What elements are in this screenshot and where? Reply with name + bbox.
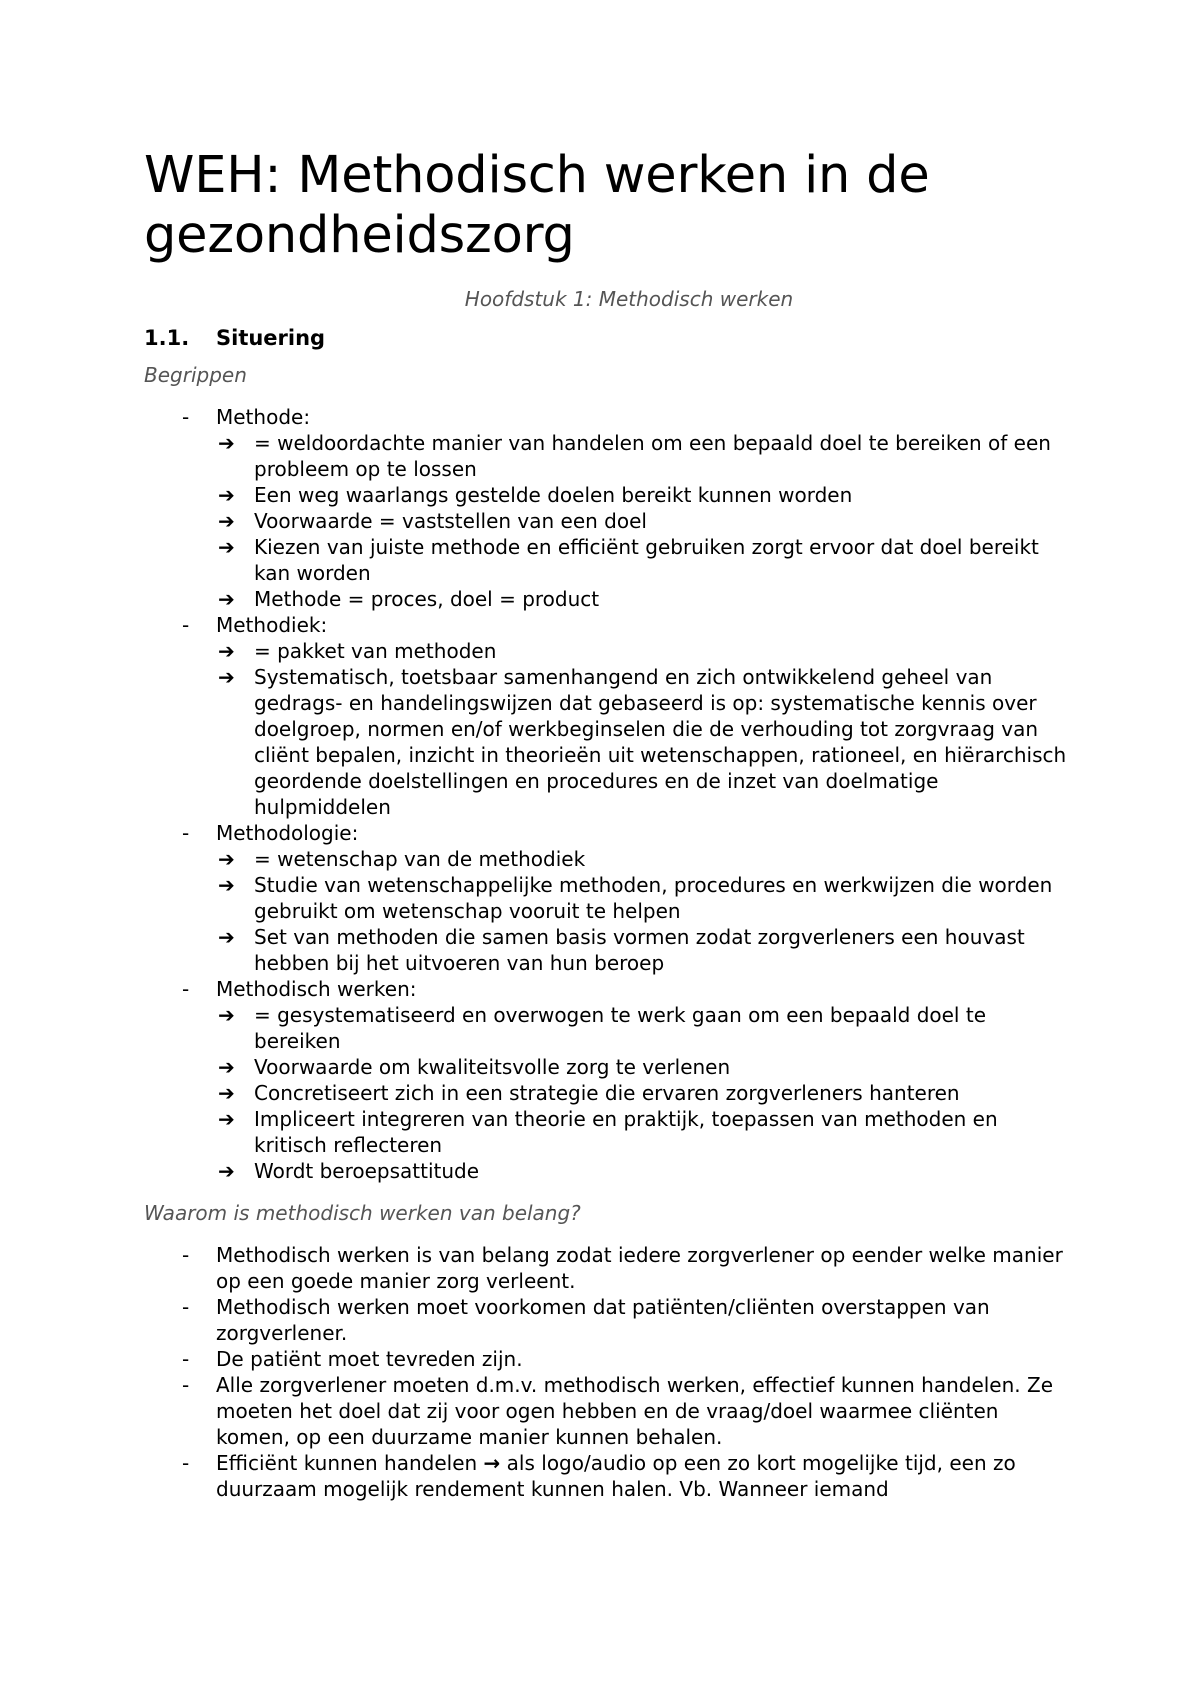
term-point bbox=[144, 508, 1074, 534]
term-point-text: Kiezen van juiste methode en efficiënt gebruiken zorgt ervoor dat doel bereikt kan worden bbox=[254, 535, 1039, 585]
term-point bbox=[144, 430, 1074, 482]
term-point bbox=[144, 1158, 1074, 1184]
term-point-text: Een weg waarlangs gestelde doelen bereikt kunnen worden bbox=[254, 483, 853, 507]
dash-bullet: - bbox=[182, 821, 190, 845]
belang-item-text-start: Efficiënt kunnen handelen bbox=[216, 1451, 478, 1475]
term-item bbox=[144, 976, 1074, 1002]
term-point bbox=[144, 872, 1074, 924]
arrow-right-icon: ➔ bbox=[218, 1081, 235, 1105]
term-item bbox=[144, 404, 1074, 430]
arrow-right-icon: ➔ bbox=[218, 847, 235, 871]
term-point-text: = wetenschap van de methodiek bbox=[254, 847, 586, 871]
arrow-right-icon: ➔ bbox=[218, 483, 235, 507]
dash-bullet: - bbox=[182, 1243, 190, 1267]
term-point bbox=[144, 924, 1074, 976]
term-item bbox=[144, 820, 1074, 846]
term-point bbox=[144, 534, 1074, 586]
term-point bbox=[144, 664, 1074, 820]
term-label: Methodisch werken: bbox=[216, 977, 417, 1001]
term-point bbox=[144, 638, 1074, 664]
term-point-text: Set van methoden die samen basis vormen zodat zorgverleners een houvast hebben bij het uitvoeren van hun beroep bbox=[254, 925, 1025, 975]
term-point-text: = gesystematiseerd en overwogen te werk gaan om een bepaald doel te bereiken bbox=[254, 1003, 986, 1053]
arrow-right-icon: ➔ bbox=[218, 665, 235, 689]
section-heading bbox=[144, 324, 1074, 352]
term-point-text: Impliceert integreren van theorie en praktijk, toepassen van methoden en kritisch reflecteren bbox=[254, 1107, 998, 1157]
belang-item bbox=[144, 1294, 1074, 1346]
belang-item bbox=[144, 1346, 1074, 1372]
dash-bullet: - bbox=[182, 405, 190, 429]
arrow-right-icon: ➔ bbox=[218, 1003, 235, 1027]
term-point-text: Wordt beroepsattitude bbox=[254, 1159, 480, 1183]
belang-item-text: Methodisch werken moet voorkomen dat patiënten/cliënten overstappen van zorgverlener. bbox=[216, 1295, 990, 1345]
belang-item-text: De patiënt moet tevreden zijn. bbox=[216, 1347, 523, 1371]
arrow-right-icon: ➔ bbox=[218, 639, 235, 663]
term-item bbox=[144, 612, 1074, 638]
term-point-text: Methode = proces, doel = product bbox=[254, 587, 600, 611]
dash-bullet: - bbox=[182, 1295, 190, 1319]
document-title: WEH: Methodisch werken in de gezondheidszorg bbox=[144, 146, 930, 265]
term-point-text: Voorwaarde om kwaliteitsvolle zorg te verlenen bbox=[254, 1055, 731, 1079]
belang-heading: Waarom is methodisch werken van belang? bbox=[144, 1201, 581, 1225]
arrow-right-icon: → bbox=[483, 1451, 501, 1475]
arrow-right-icon: ➔ bbox=[218, 873, 235, 897]
begrippen-list bbox=[144, 404, 1074, 1184]
term-point bbox=[144, 1054, 1074, 1080]
term-point bbox=[144, 482, 1074, 508]
arrow-right-icon: ➔ bbox=[218, 587, 235, 611]
term-point-text: Voorwaarde = vaststellen van een doel bbox=[254, 509, 647, 533]
term-label: Methodiek: bbox=[216, 613, 328, 637]
arrow-right-icon: ➔ bbox=[218, 1107, 235, 1131]
belang-item-text: Methodisch werken is van belang zodat iedere zorgverlener op eender welke manier op een goede manier zorg verleent. bbox=[216, 1243, 1063, 1293]
dash-bullet: - bbox=[182, 613, 190, 637]
term-point bbox=[144, 1080, 1074, 1106]
arrow-right-icon: ➔ bbox=[218, 431, 235, 455]
dash-bullet: - bbox=[182, 1347, 190, 1371]
document-content bbox=[144, 146, 1074, 1502]
belang-list bbox=[144, 1242, 1074, 1502]
term-point bbox=[144, 586, 1074, 612]
term-label: Methode: bbox=[216, 405, 311, 429]
term-point bbox=[144, 1106, 1074, 1158]
belang-item-text: Alle zorgverlener moeten d.m.v. methodisch werken, effectief kunnen handelen. Ze moeten het doel dat zij voor ogen hebben en de vraag/doel waarmee cliënten komen, op een duurzame manier kunnen behalen. bbox=[216, 1373, 1054, 1449]
term-point bbox=[144, 1002, 1074, 1054]
term-point-text: = pakket van methoden bbox=[254, 639, 497, 663]
arrow-right-icon: ➔ bbox=[218, 925, 235, 949]
term-point-text: = weldoordachte manier van handelen om een bepaald doel te bereiken of een probleem op te lossen bbox=[254, 431, 1051, 481]
term-point-text: Concretiseert zich in een strategie die ervaren zorgverleners hanteren bbox=[254, 1081, 960, 1105]
section-title: Situering bbox=[216, 326, 326, 350]
arrow-right-icon: ➔ bbox=[218, 1055, 235, 1079]
dash-bullet: - bbox=[182, 1451, 190, 1475]
dash-bullet: - bbox=[182, 977, 190, 1001]
term-point bbox=[144, 846, 1074, 872]
term-point-text: Studie van wetenschappelijke methoden, procedures en werkwijzen die worden gebruikt om wetenschap vooruit te helpen bbox=[254, 873, 1053, 923]
belang-item-text-end: als logo/audio op een zo kort mogelijke tijd, een zo duurzaam mogelijk rendement kunnen halen. Vb. Wanneer iemand bbox=[216, 1451, 1016, 1501]
belang-item bbox=[144, 1372, 1074, 1450]
term-label: Methodologie: bbox=[216, 821, 359, 845]
arrow-right-icon: ➔ bbox=[218, 509, 235, 533]
begrippen-heading: Begrippen bbox=[144, 363, 247, 387]
section-number: 1.1. bbox=[144, 326, 190, 350]
chapter-title: Hoofdstuk 1: Methodisch werken bbox=[464, 287, 794, 311]
belang-item bbox=[144, 1242, 1074, 1294]
arrow-right-icon: ➔ bbox=[218, 535, 235, 559]
belang-item bbox=[144, 1450, 1074, 1502]
arrow-right-icon: ➔ bbox=[218, 1159, 235, 1183]
dash-bullet: - bbox=[182, 1373, 190, 1397]
term-point-text: Systematisch, toetsbaar samenhangend en zich ontwikkelend geheel van gedrags- en handelingswijzen dat gebaseerd is op: systematische kennis over doelgroep, normen en/of werkbeginselen die de verhouding tot zorgvraag van cliënt bepalen, inzicht in theorieën uit wetenschappen, rationeel, en hiërarchisch geordende doelstellingen en procedures en de inzet van doelmatige hulpmiddelen bbox=[254, 665, 1067, 819]
